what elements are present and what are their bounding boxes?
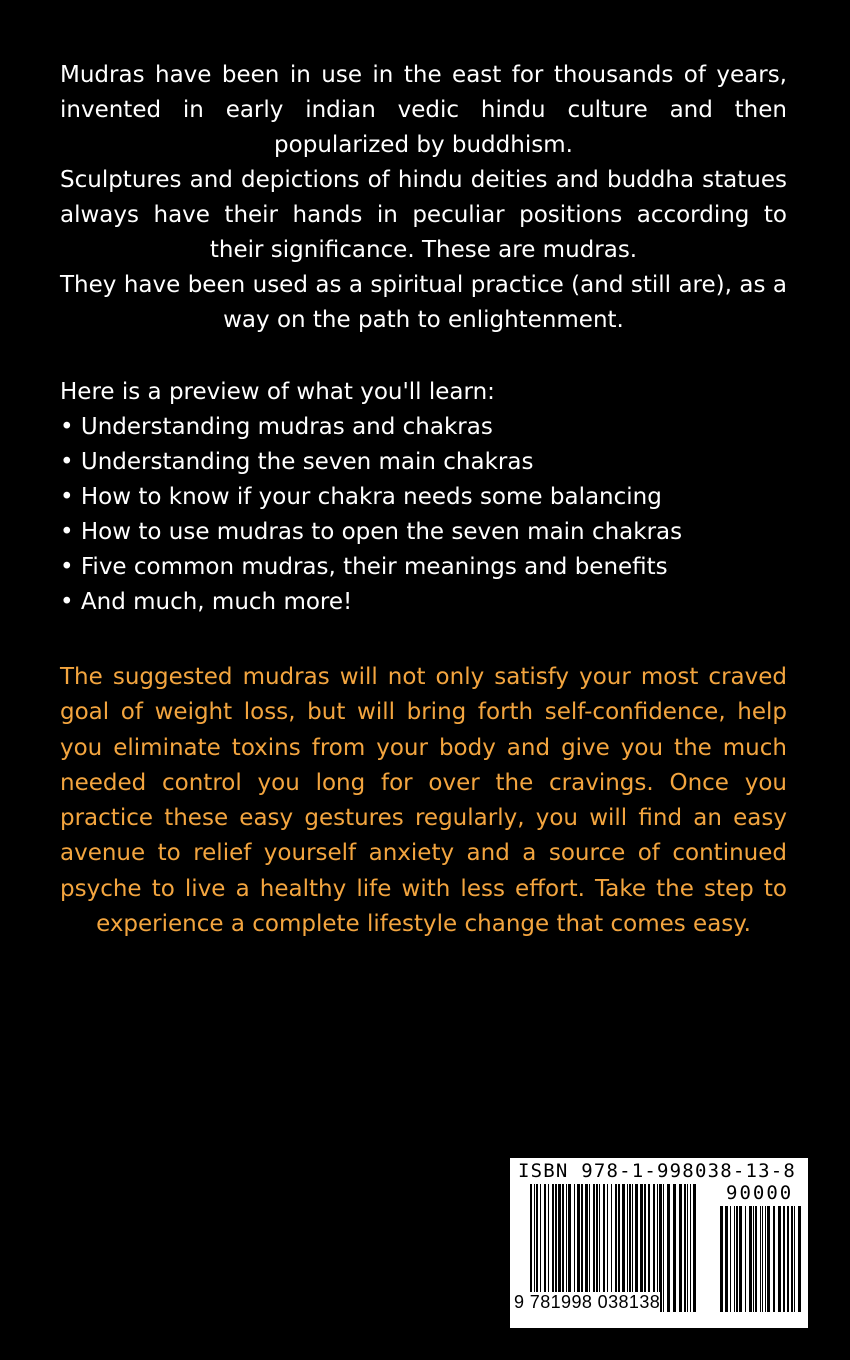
list-item: • Understanding mudras and chakras <box>60 414 493 440</box>
preview-list <box>60 410 787 620</box>
isbn-label: ISBN 978-1-998038-13-8 <box>518 1160 797 1182</box>
promo-paragraph: The suggested mudras will not only satisfy your most craved goal of weight loss, but will bring forth self-confidence, help you eliminate toxins from your body and give you the much needed control you long for over the cravings. Once you practice these easy gestures regularly, you will find an easy avenue to relief yourself anxiety and a source of continued psyche to live a healthy life with less effort. Take the step to experience a complete lifestyle change that comes easy. <box>60 664 787 938</box>
list-item: • How to use mudras to open the seven main chakras <box>60 519 683 545</box>
price-code: 90000 <box>726 1182 794 1204</box>
intro-paragraph-3: They have been used as a spiritual practice (and still are), as a way on the path to enlightenment. <box>60 272 787 333</box>
list-item: • Understanding the seven main chakras <box>60 449 534 475</box>
list-item: • How to know if your chakra needs some balancing <box>60 484 662 510</box>
preview-section <box>60 375 787 620</box>
ean-digits: 9 781998 038138 <box>514 1292 661 1312</box>
promo-section <box>60 660 787 942</box>
preview-heading: Here is a preview of what you'll learn: <box>60 379 495 405</box>
intro-section <box>60 58 787 338</box>
intro-paragraph-1: Mudras have been in use in the east for thousands of years, invented in early indian vedic hindu culture and then popularized by buddhism. <box>60 62 787 158</box>
list-item: • Five common mudras, their meanings and benefits <box>60 554 668 580</box>
barcode-addon-bars <box>720 1206 802 1312</box>
isbn-barcode <box>510 1158 808 1328</box>
intro-paragraph-2: Sculptures and depictions of hindu deities and buddha statues always have their hands in peculiar positions according to their significance. These are mudras. <box>60 167 787 263</box>
list-item: • And much, much more! <box>60 589 353 615</box>
